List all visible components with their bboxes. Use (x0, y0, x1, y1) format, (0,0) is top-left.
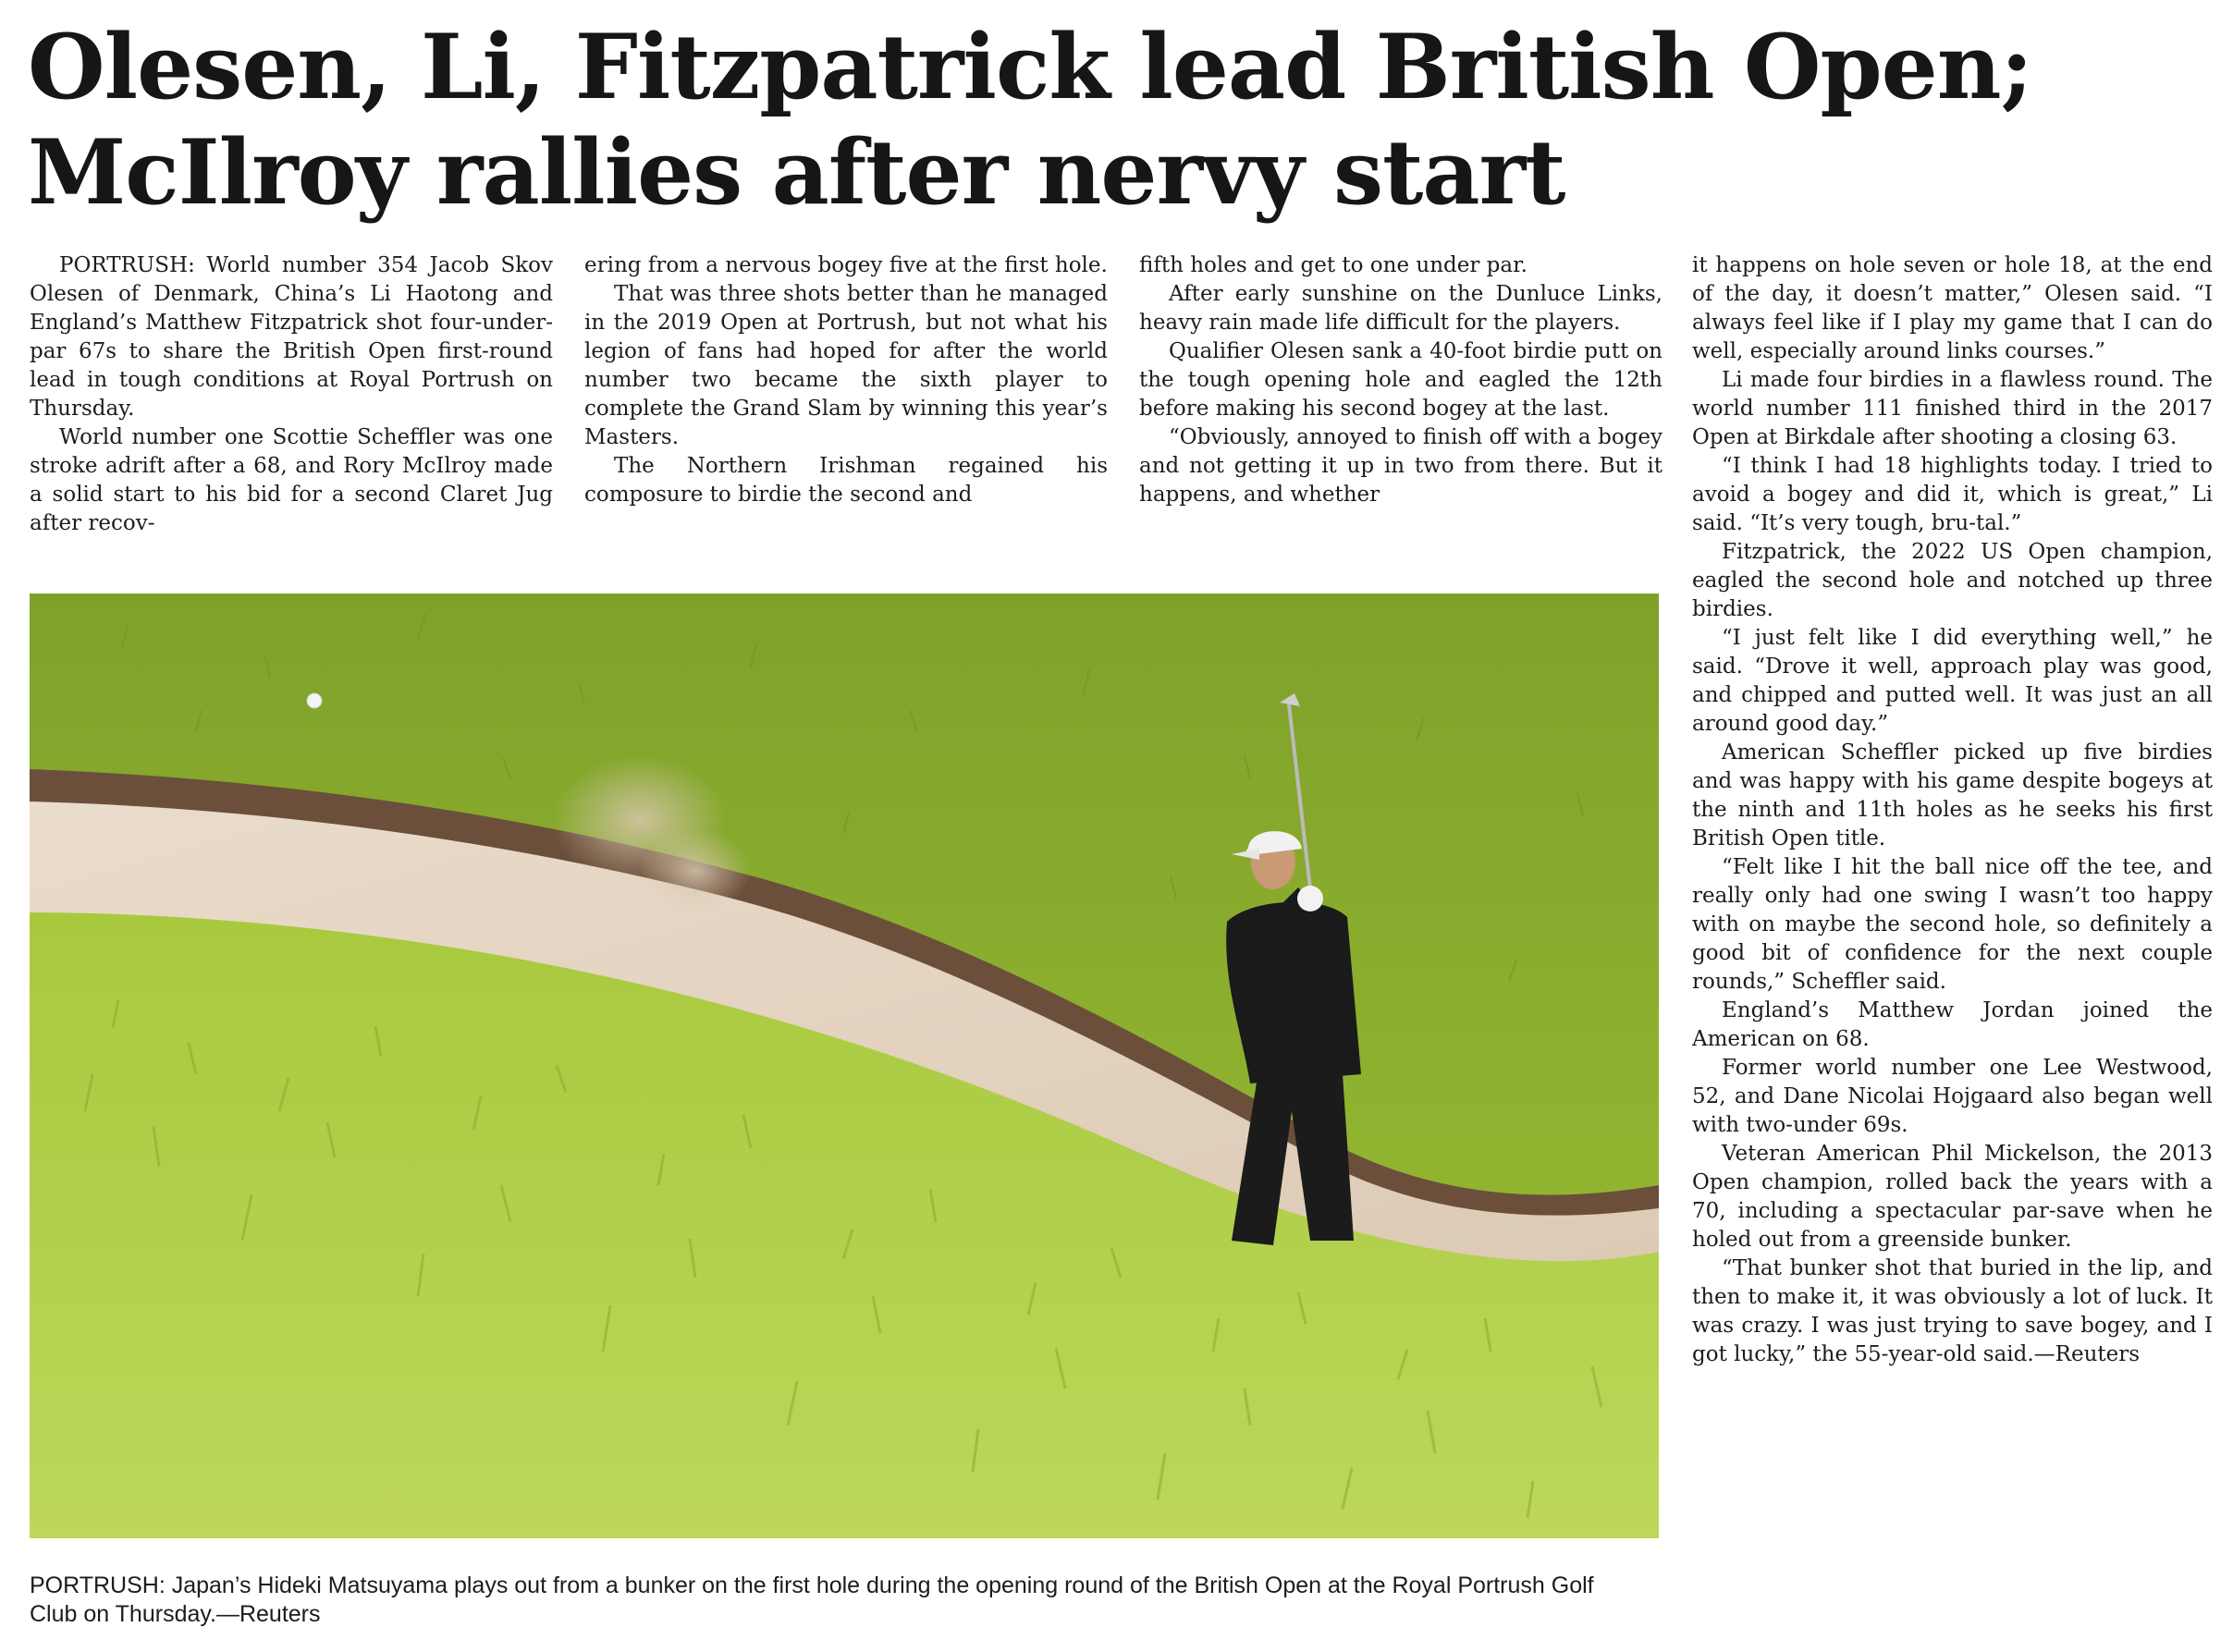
story-column-3 (1139, 251, 1662, 566)
story-column-2 (584, 251, 1108, 566)
story-paragraph: it happens on hole seven or hole 18, at the end of the day, it doesn’t matter,” Olesen said. “I always feel like if I play my game that I can do well, especially around links courses.” (1692, 253, 2213, 363)
story-paragraph: “That bunker shot that buried in the lip, and then to make it, it was obviously a lot of luck. It was crazy. I was just trying to save bogey, and I got lucky,” the 55-year-old said.—Reuters (1692, 1256, 2213, 1366)
story-paragraph: “I think I had 18 highlights today. I tried to avoid a bogey and did it, which is great,” Li said. “It’s very tough, bru-tal.” (1692, 454, 2213, 535)
story-paragraph: England’s Matthew Jordan joined the American on 68. (1692, 998, 2213, 1051)
photo-caption: PORTRUSH: Japan’s Hideki Matsuyama plays out from a bunker on the first hole during the opening round of the British Open at the Royal Portrush Golf Club on Thursday.—Reuters (30, 1572, 1594, 1627)
story-paragraph: “Obviously, annoyed to finish off with a bogey and not getting it up in two from there. But it happens, and whether (1139, 425, 1662, 507)
story-paragraph: American Scheffler picked up five birdies and was happy with his game despite bogeys at the ninth and 11th holes as he seeks his first British Open title. (1692, 740, 2213, 850)
story-paragraph: Former world number one Lee Westwood, 52, and Dane Nicolai Hojgaard also began well with two-under 69s. (1692, 1056, 2213, 1137)
golf-ball (307, 693, 322, 708)
story-paragraph: Fitzpatrick, the 2022 US Open champion, eagled the second hole and notched up three birdies. (1692, 540, 2213, 621)
headline-line-2: McIlroy rallies after nervy start (28, 120, 1565, 225)
story-paragraph: Qualifier Olesen sank a 40-foot birdie putt on the tough opening hole and eagled the 12th before making his second bogey at the last. (1139, 339, 1662, 421)
story-column-1 (30, 251, 553, 566)
story-paragraph: After early sunshine on the Dunluce Links, heavy rain made life difficult for the players. (1139, 282, 1662, 335)
story-paragraph: ering from a nervous bogey five at the first hole. (584, 253, 1108, 277)
story-paragraph: fifth holes and get to one under par. (1139, 253, 1528, 277)
story-paragraph: Veteran American Phil Mickelson, the 2013 Open champion, rolled back the years with a 70, including a spectacular par-save when he holed out from a greenside bunker. (1692, 1142, 2213, 1252)
story-paragraph: “Felt like I hit the ball nice off the tee, and really only had one swing I wasn’t too happy with on maybe the second hole, so definitely a good bit of confidence for the next couple rounds,” Scheffler said. (1692, 855, 2213, 994)
headline (28, 15, 2210, 226)
story-paragraph: Li made four birdies in a flawless round. The world number 111 finished third in the 2017 Open at Birkdale after shooting a closing 63. (1692, 368, 2213, 449)
story-paragraph: PORTRUSH: World number 354 Jacob Skov Olesen of Denmark, China’s Li Haotong and England’s Matthew Fitzpatrick shot four-under-par 67s to share the British Open first-round lead in tough conditions at Royal Portrush on Thursday. (30, 253, 553, 421)
headline-line-1: Olesen, Li, Fitzpatrick lead British Open; (28, 15, 2032, 119)
story-paragraph: The Northern Irishman regained his composure to birdie the second and (584, 454, 1108, 507)
story-paragraph: World number one Scottie Scheffler was one stroke adrift after a 68, and Rory McIlroy made a solid start to his bid for a second Claret Jug after recov- (30, 425, 553, 535)
story-paragraph: “I just felt like I did everything well,” he said. “Drove it well, approach play was good, and chipped and putted well. It was just an all around good day.” (1692, 626, 2213, 736)
golfer-bunker-photo (30, 593, 1659, 1538)
story-paragraph: That was three shots better than he managed in the 2019 Open at Portrush, but not what his legion of fans had hoped for after the world number two became the sixth player to complete the Grand Slam by winning this year’s Masters. (584, 282, 1108, 449)
story-column-4 (1692, 251, 2213, 1638)
